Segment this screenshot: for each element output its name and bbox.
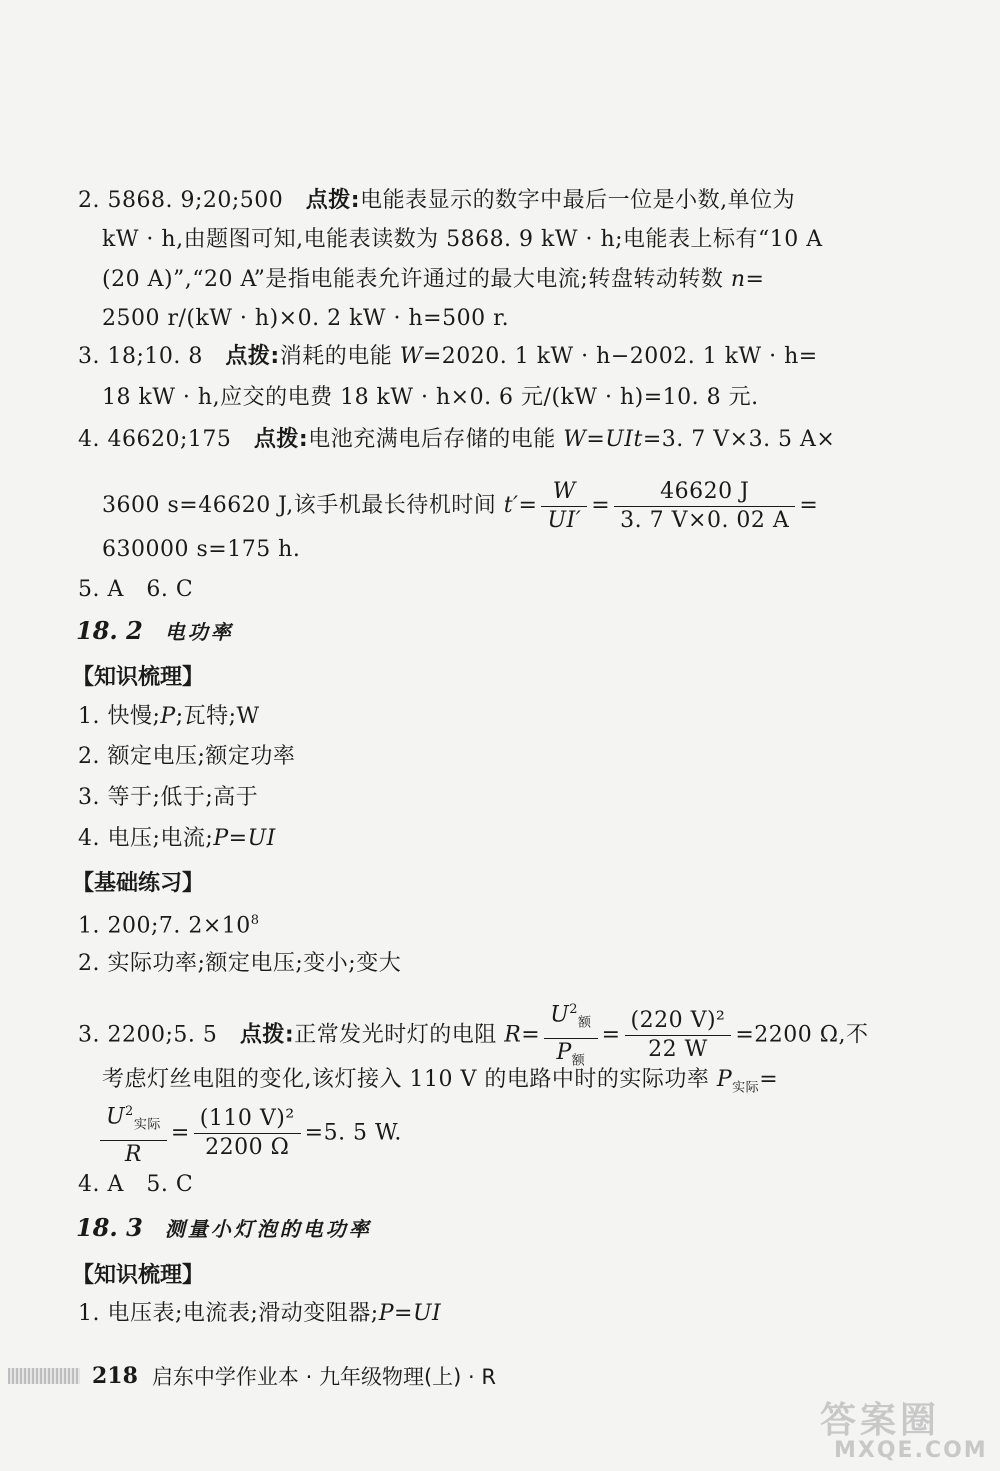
knowledge-heading: 【知识梳理】 (72, 665, 205, 690)
footer-decoration-bar (8, 1368, 80, 1384)
book-title: 启东中学作业本 · 九年级物理(上) · R (151, 1365, 496, 1389)
page-number: 218 (92, 1363, 138, 1389)
hint-label: 点拨: (239, 1022, 295, 1048)
q4-line1: 4. 46620;175 点拨:电池充满电后存储的电能 W=UIt=3. 7 V×3. 5 A× (78, 427, 836, 452)
hint-label: 点拨: (225, 344, 280, 369)
q2-line4: 2500 r/(kW · h)×0. 2 kW · h=500 r. (102, 306, 510, 331)
knowledge-heading-2: 【知识梳理】 (72, 1263, 205, 1288)
knowledge-item-3: 3. 等于;低于;高于 (78, 785, 259, 810)
knowledge-item-2: 2. 额定电压;额定功率 (78, 744, 296, 769)
watermark-text: 答案圈 (820, 1400, 941, 1441)
q2-line1: 2. 5868. 9;20;500 点拨:电能表显示的数字中最后一位是小数,单位为 (78, 188, 796, 213)
practice-item-2: 2. 实际功率;额定电压;变小;变大 (78, 951, 402, 976)
q3-line2: 18 kW · h,应交的电费 18 kW · h×0. 6 元/(kW · h)=10. 8 元. (102, 385, 759, 410)
q2-line2: kW · h,由题图可知,电能表读数为 5868. 9 kW · h;电能表上标有“10 A (102, 227, 823, 252)
answers-4-5: 4. A 5. C (78, 1172, 194, 1197)
knowledge-item-4: 4. 电压;电流;P=UI (78, 826, 276, 851)
fraction: $\frac{U^2_{实际}}{R}$ (100, 1098, 167, 1169)
fraction: $\frac{W}{UI'}$ (541, 478, 587, 535)
watermark-url: MXQE.COM (834, 1438, 988, 1463)
q4-line3: 630000 s=175 h. (102, 537, 301, 562)
hint-label: 点拨: (305, 188, 361, 213)
practice-item-3-line1: 3. 2200;5. 5 点拨:正常发光时灯的电阻 R= $\frac{U^2_额}{P_额}$ = $\frac{\text{(220 V)²}}{22 W}$ =2200 Ω,不 (78, 996, 869, 1075)
knowledge-item-1: 1. 快慢;P;瓦特;W (78, 704, 260, 729)
fraction: $\frac{\text{(220 V)²}}{22 W}$ (625, 1007, 732, 1064)
answers-5-6: 5. A 6. C (78, 577, 194, 602)
watermark-logo (820, 1392, 988, 1467)
knowledge2-item-1: 1. 电压表;电流表;滑动变阻器;P=UI (78, 1301, 442, 1326)
fraction: $\frac{\text{(110 V)²}}{2200 \Omega}$ (194, 1105, 301, 1162)
fraction: $\frac{U^2_额}{P_额}$ (544, 996, 597, 1075)
hint-label: 点拨: (253, 427, 309, 452)
section-heading-18-2: 18. 2 电功率 (76, 616, 234, 645)
practice-item-3-line2: 考虑灯丝电阻的变化,该灯接入 110 V 的电路中时的实际功率 $P_{实际}=$ (102, 1067, 779, 1096)
page-footer (8, 1356, 496, 1396)
practice-item-1: 1. 200;7. $2\times 10^8$ (78, 913, 260, 939)
section-heading-18-3: 18. 3 测量小灯泡的电功率 (76, 1213, 372, 1242)
practice-heading: 【基础练习】 (72, 871, 205, 896)
q4-line2: 3600 s=46620 J,该手机最长待机时间 t′= $\frac{W}{UI'}$ = $\frac{46620 J}{3. 7 V\times 0. 02 A}$ = (102, 478, 819, 533)
q2-line3: (20 A)”,“20 A”是指电能表允许通过的最大电流;转盘转动转数 n= (102, 267, 765, 292)
fraction: $\frac{46620 J}{3. 7 V\times 0. 02 A}$ (614, 478, 795, 535)
q3-line1: 3. 18;10. 8 点拨:消耗的电能 W=2020. 1 kW · h−2002. 1 kW · h= (78, 344, 818, 369)
practice-item-3-line3: $\frac{U^2_{实际}}{R}$ = $\frac{\text{(110 V)²}}{2200 \Omega}$ =5. 5 W. (96, 1098, 402, 1169)
